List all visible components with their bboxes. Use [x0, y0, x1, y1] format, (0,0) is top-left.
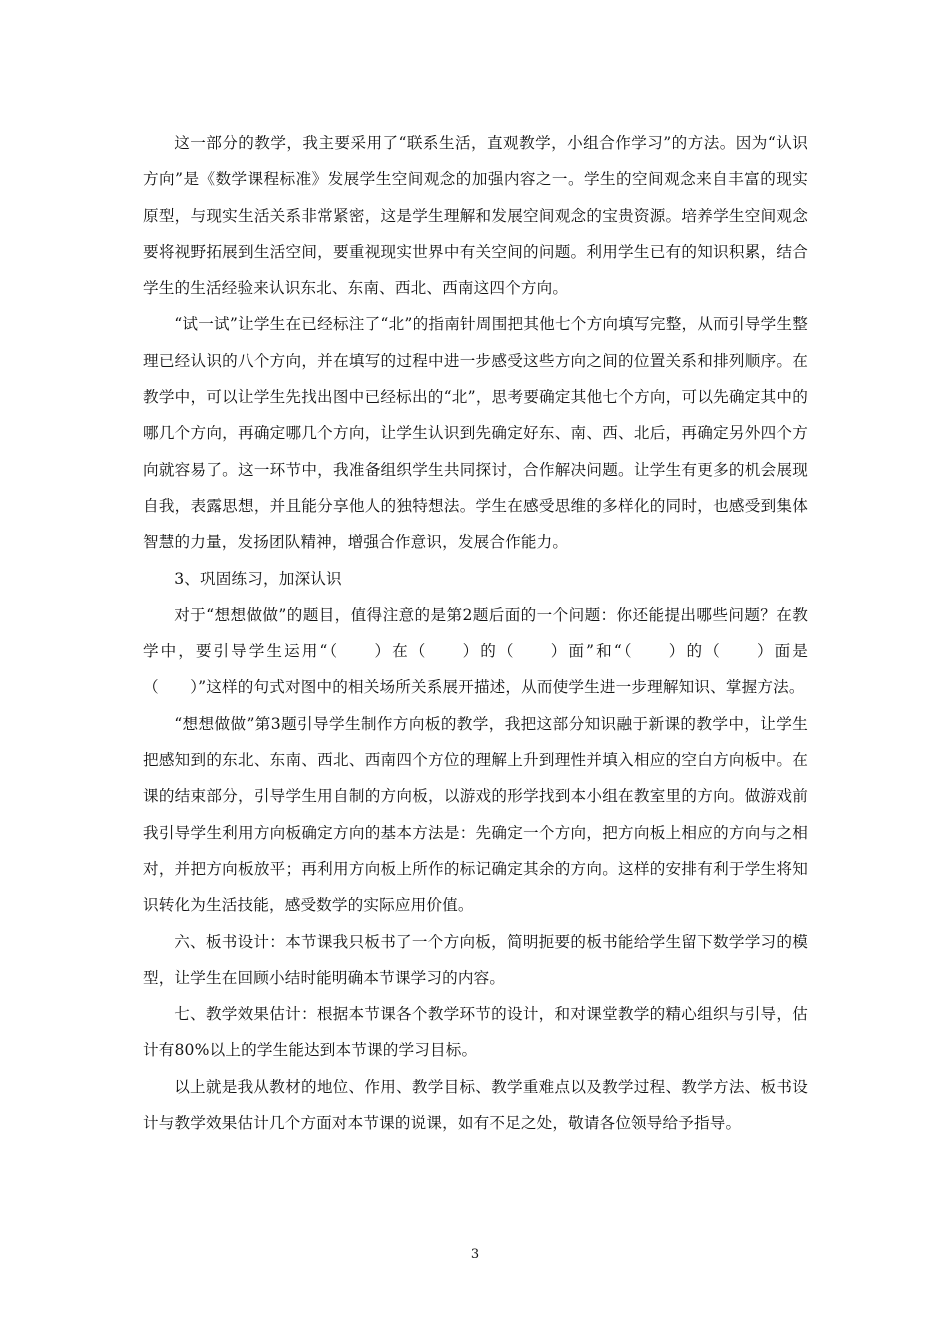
paragraph-exercise-2: 对于“想想做做”的题目，值得注意的是第2题后面的一个问题：你还能提出哪些问题？在教学中，要引导学生运用“（ ）在（ ）的（ ）面”和“（ ）的（ ）面是（ ）”这样的句式对图中的相关场所关系展开描述，从而使学生进一步理解知识、掌握方法。 — [143, 605, 808, 697]
paragraph-effect-estimate: 七、教学效果估计：根据本节课各个教学环节的设计，和对课堂教学的精心组织与引导，估计有80%以上的学生能达到本节课的学习目标。 — [143, 1005, 808, 1060]
paragraph-exercise-3: “想想做做”第3题引导学生制作方向板的教学，我把这部分知识融于新课的教学中，让学生把感知到的东北、东南、西北、西南四个方位的理解上升到理性并填入相应的空白方向板中。在课的结束部分，引导学生用自制的方向板，以游戏的形学找到本小组在教室里的方向。做游戏前我引导学生利用方向板确定方向的基本方法是：先确定一个方向，把方向板上相应的方向与之相对，并把方向板放平；再利用方向板上所作的标记确定其余的方向。这样的安排有利于学生将知识转化为生活技能，感受数学的实际应用价值。 — [143, 714, 808, 915]
page-number: 3 — [470, 1247, 480, 1262]
paragraph-conclusion: 以上就是我从教材的地位、作用、教学目标、教学重难点以及教学过程、教学方法、板书设计与教学效果估计几个方面对本节课的说课，如有不足之处，敬请各位领导给予指导。 — [143, 1077, 808, 1133]
document-body — [143, 125, 808, 1141]
paragraph-board-design: 六、板书设计：本节课我只板书了一个方向板，简明扼要的板书能给学生留下数学学习的模型，让学生在回顾小结时能明确本节课学习的内容。 — [143, 932, 808, 987]
paragraph-try-it: “试一试”让学生在已经标注了“北”的指南针周围把其他七个方向填写完整，从而引导学生整理已经认识的八个方向，并在填写的过程中进一步感受这些方向之间的位置关系和排列顺序。在教学中，可以让学生先找出图中已经标出的“北”，思考要确定其他七个方向，可以先确定其中的哪几个方向，再确定哪几个方向，让学生认识到先确定好东、南、西、北后，再确定另外四个方向就容易了。这一环节中，我准备组织学生共同探讨，合作解决问题。让学生有更多的机会展现自我，表露思想，并且能分享他人的独特想法。学生在感受思维的多样化的同时，也感受到集体智慧的力量，发扬团队精神，增强合作意识，发展合作能力。 — [143, 315, 808, 552]
section-heading-consolidation: 3、巩固练习，加深认识 — [174, 569, 342, 588]
paragraph-teaching-method: 这一部分的教学，我主要采用了“联系生活，直观教学，小组合作学习”的方法。因为“认识方向”是《数学课程标准》发展学生空间观念的加强内容之一。学生的空间观念来自丰富的现实原型，与现实生活关系非常紧密，这是学生理解和发展空间观念的宝贵资源。培养学生空间观念要将视野拓展到生活空间，要重视现实世界中有关空间的问题。利用学生已有的知识积累，结合学生的生活经验来认识东北、东南、西北、西南这四个方向。 — [143, 134, 808, 298]
